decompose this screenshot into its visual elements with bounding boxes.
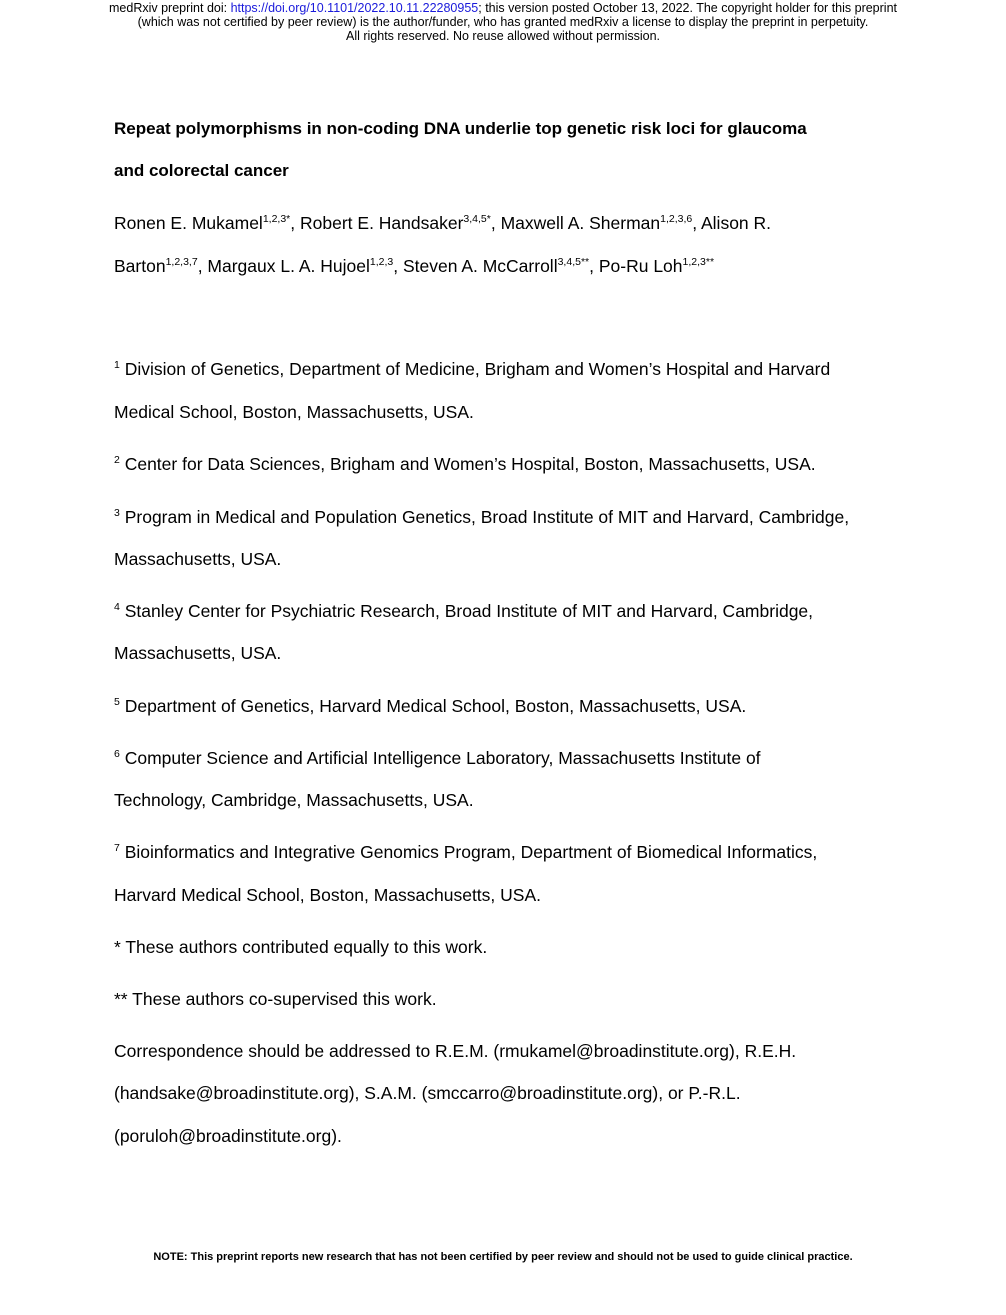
affiliation-5: $^5$ Department of Genetics, Harvard Medical School, Boston, Massachusetts, USA. [114,696,747,716]
paper-title-line-1: Repeat polymorphisms in non-coding DNA underlie top genetic risk loci for glaucoma [114,119,807,138]
correspondence-line-1: Correspondence should be addressed to R.E.M. (rmukamel@broadinstitute.org), R.E.H. [114,1041,797,1061]
correspondence-line-2: (handsake@broadinstitute.org), S.A.M. (smccarro@broadinstitute.org), or P.-R.L. [114,1083,741,1103]
affiliation-6-line-1: $^6$ Computer Science and Artificial Intelligence Laboratory, Massachusetts Institute of [114,748,761,768]
affiliation-7-line-1: $^7$ Bioinformatics and Integrative Genomics Program, Department of Biomedical Informatics, [114,842,818,862]
note-equal-contribution: * These authors contributed equally to this work. [114,937,488,957]
author-line-1: Ronen E. Mukamel$^{1,2,3*}$, Robert E. Handsaker$^{3,4,5*}$, Maxwell A. Sherman$^{1,2,3,6}$, Alison R. [114,213,772,233]
header-line-3: All rights reserved. No reuse allowed without permission. [345,29,661,43]
header-line-1: medRxiv preprint doi: https://doi.org/10.1101/2022.10.11.22280955; this version posted October 13, 2022. The copyright holder for this preprint [109,1,897,15]
doi-link[interactable]: https://doi.org/10.1101/2022.10.11.22280955 [230,1,479,15]
header-line-2: (which was not certified by peer review) is the author/funder, who has granted medRxiv a license to display the preprint in perpetuity. [137,15,869,29]
affiliation-3-line-2: Massachusetts, USA. [114,549,282,569]
correspondence-line-3: (poruloh@broadinstitute.org). [114,1126,342,1146]
affiliation-7-line-2: Harvard Medical School, Boston, Massachusetts, USA. [114,885,541,905]
affiliation-2: $^2$ Center for Data Sciences, Brigham and Women’s Hospital, Boston, Massachusetts, USA. [114,454,816,474]
preprint-header [0,1,1006,43]
affiliation-4-line-2: Massachusetts, USA. [114,643,282,663]
affiliation-4-line-1: $^4$ Stanley Center for Psychiatric Research, Broad Institute of MIT and Harvard, Cambridge, [114,601,814,621]
paper-title-line-2: and colorectal cancer [114,161,289,180]
preprint-footer-note: NOTE: This preprint reports new research that has not been certified by peer review and should not be used to guide clinical practice. [153,1251,853,1263]
author-line-2: Barton$^{1,2,3,7}$, Margaux L. A. Hujoel$^{1,2,3}$, Steven A. McCarroll$^{3,4,5**}$, Po-Ru Loh$^{1,2,3**}$ [114,256,715,276]
affiliation-6-line-2: Technology, Cambridge, Massachusetts, USA. [114,790,474,810]
affiliation-1-line-1: $^1$ Division of Genetics, Department of Medicine, Brigham and Women’s Hospital and Harvard [114,359,831,379]
note-co-supervised: ** These authors co-supervised this work. [114,989,437,1009]
affiliation-3-line-1: $^3$ Program in Medical and Population Genetics, Broad Institute of MIT and Harvard, Cambridge, [114,507,850,527]
affiliation-1-line-2: Medical School, Boston, Massachusetts, USA. [114,402,474,422]
